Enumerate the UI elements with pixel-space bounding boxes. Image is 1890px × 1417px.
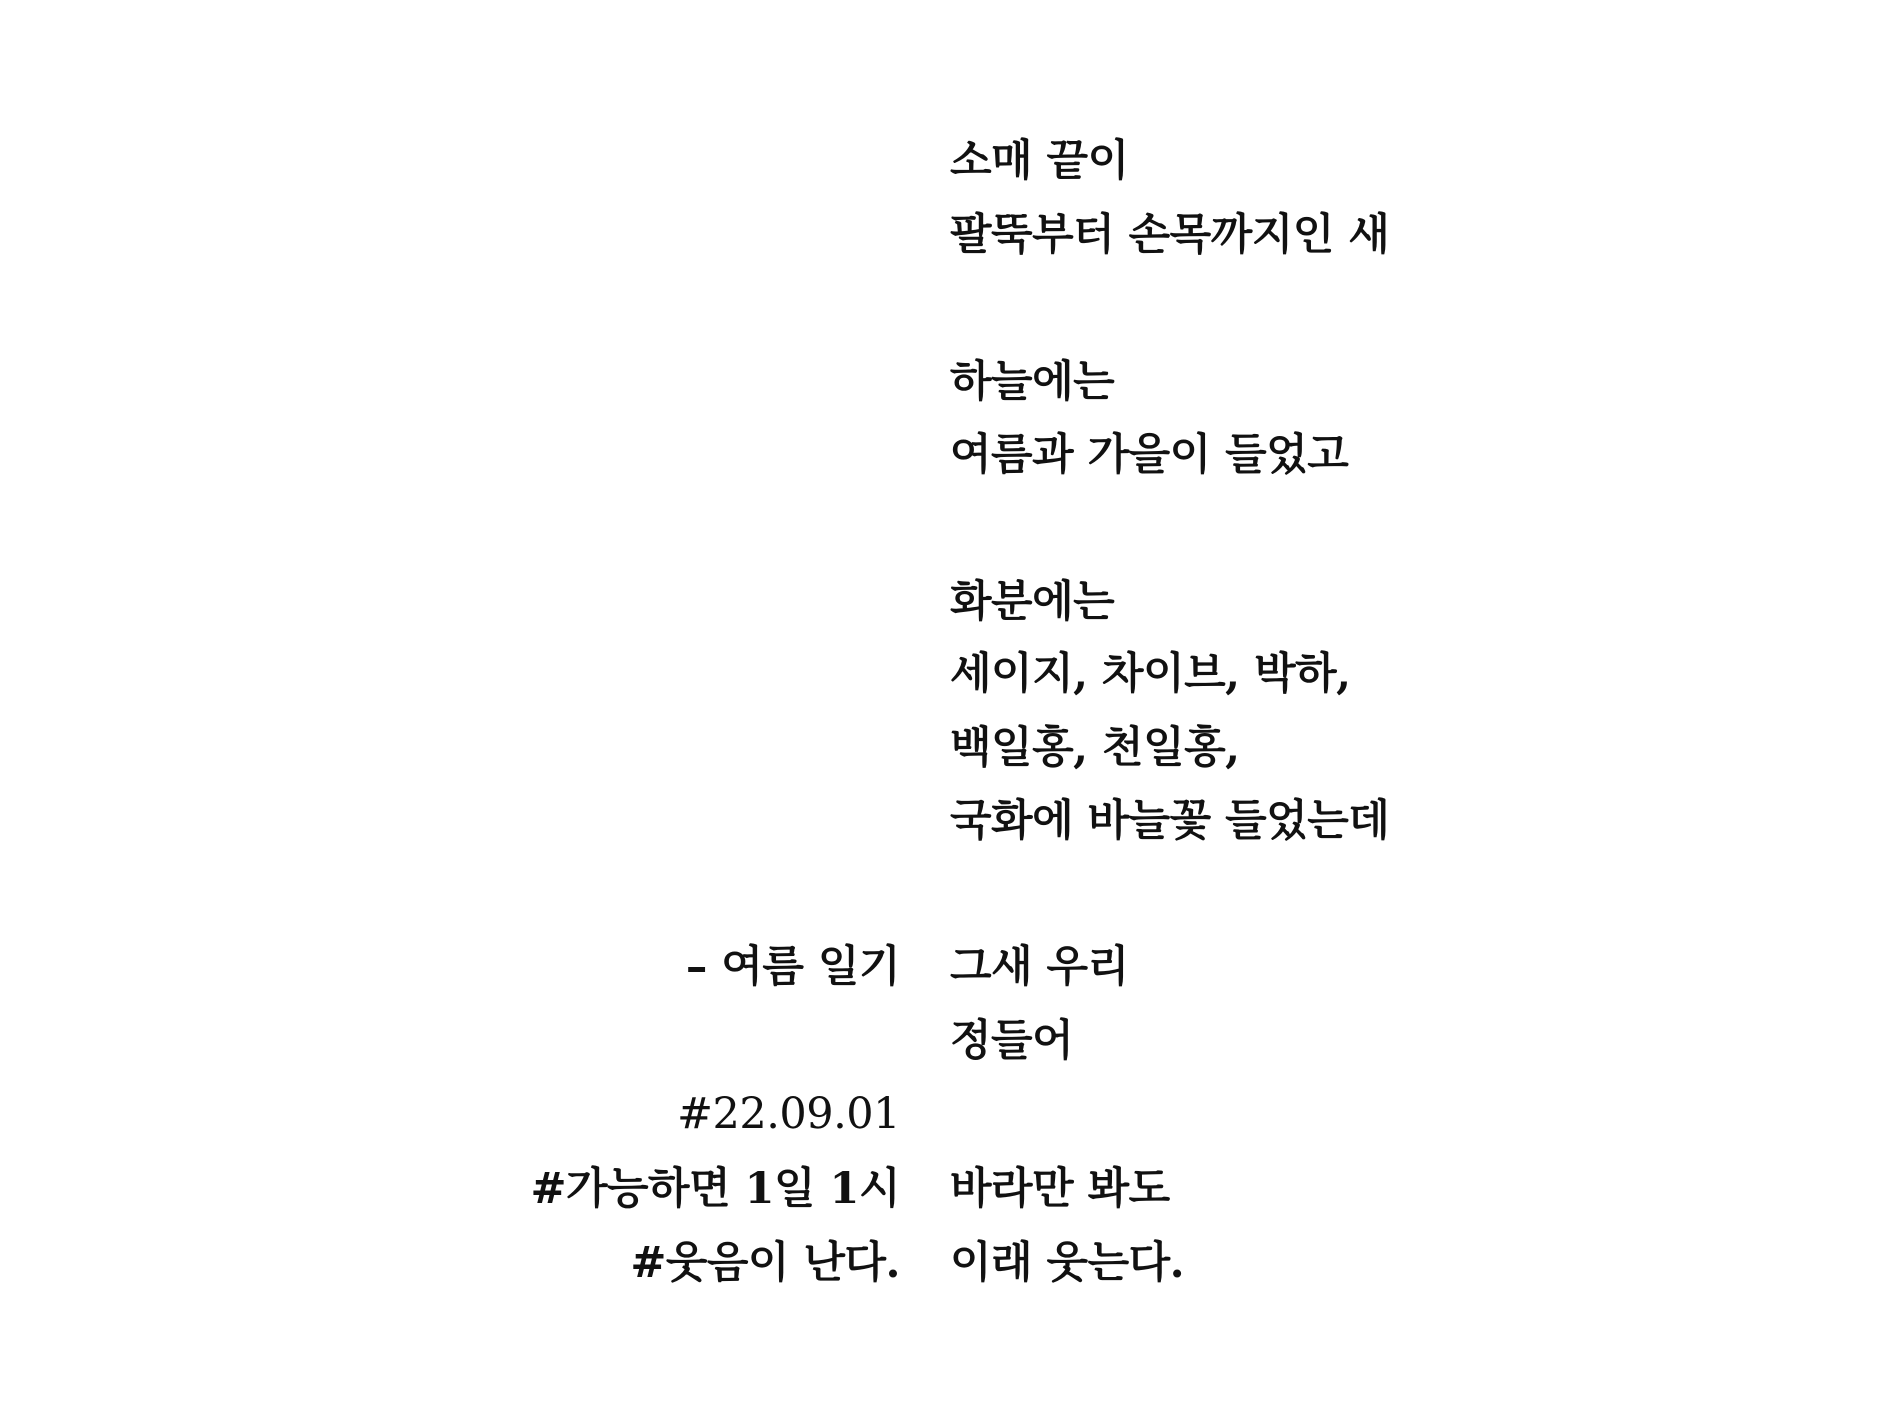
poem-line-12: 이래 웃는다. [950,1238,1185,1288]
poem-line-10: 정들어 [950,1016,1074,1066]
poem-title: – 여름 일기 [685,942,900,992]
hashtag-daily-poem: #가능하면 1일 1시 [530,1164,900,1214]
poem-line-3: 하늘에는 [950,357,1115,407]
hashtag-laugh: #웃음이 난다. [630,1238,900,1288]
poem-line-8: 국화에 바늘꽃 들었는데 [950,796,1390,846]
poem-line-1: 소매 끝이 [950,136,1129,186]
poem-line-4: 여름과 가을이 들었고 [950,430,1349,480]
poem-line-7: 백일홍, 천일홍, [950,723,1240,773]
poem-line-5: 화분에는 [950,577,1115,627]
poem-line-6: 세이지, 차이브, 박하, [950,649,1351,699]
poem-line-2: 팔뚝부터 손목까지인 새 [950,210,1390,260]
poem-line-9: 그새 우리 [950,942,1129,992]
poem-line-11: 바라만 봐도 [950,1164,1170,1214]
date-tag: #22.09.01 [676,1089,900,1139]
